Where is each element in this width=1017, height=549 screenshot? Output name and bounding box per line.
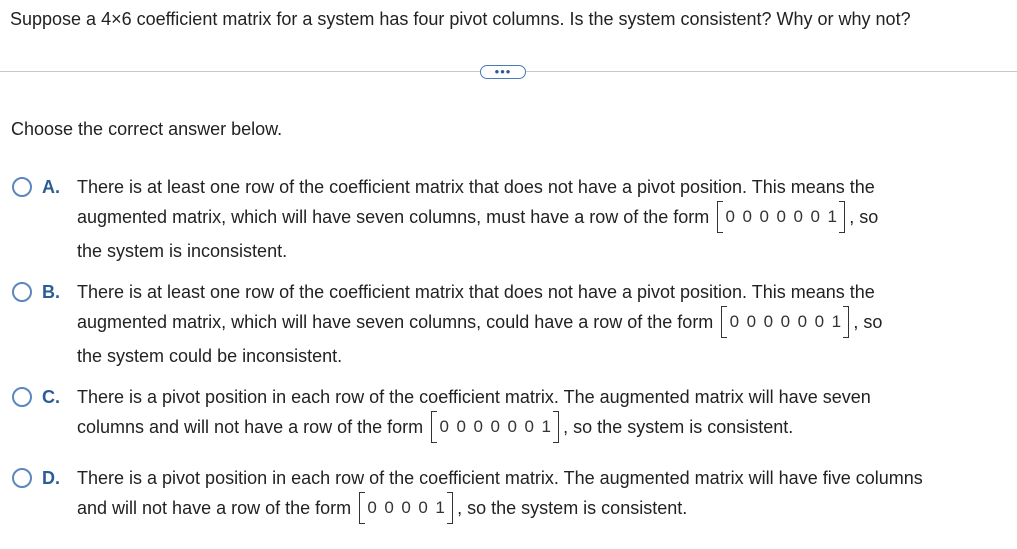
option-line-text: augmented matrix, which will have seven columns, must have a row of the form: [77, 207, 710, 227]
row-matrix: [721, 306, 849, 338]
answer-prompt: Choose the correct answer below.: [11, 119, 283, 139]
matrix-entry: 0: [418, 498, 428, 517]
option-line-text: and will not have a row of the form: [77, 498, 352, 518]
left-bracket: [721, 306, 727, 338]
option-letter: A.: [42, 177, 60, 197]
matrix-entry: 0: [746, 312, 757, 331]
matrix-entry: 0: [759, 207, 770, 226]
radio-b[interactable]: [12, 282, 32, 302]
matrix-entry: 0: [763, 312, 774, 331]
option-line: There is at least one row of the coefficient matrix that does not have a pivot position. This means the: [77, 177, 875, 197]
radio-a[interactable]: [12, 177, 32, 197]
matrix-entry: 0: [490, 417, 500, 436]
question-text: Suppose a 4×6 coefficient matrix for a system has four pivot columns. Is the system consistent? Why or why not?: [10, 9, 911, 29]
matrix-entry: 0: [507, 417, 517, 436]
option-line: There is a pivot position in each row of the coefficient matrix. The augmented matrix will have five columns: [77, 468, 923, 488]
option-line-text: columns and will not have a row of the form: [77, 417, 424, 437]
matrix-entry: 0: [742, 207, 753, 226]
matrix-entry: 0: [524, 417, 534, 436]
left-bracket: [431, 411, 437, 443]
option-line-text: , so the system is consistent.: [563, 417, 794, 437]
show-more-button[interactable]: •••: [480, 65, 526, 79]
matrix-entry: 1: [435, 498, 445, 517]
matrix-entry: 0: [473, 417, 483, 436]
matrix-entry: 0: [810, 207, 821, 226]
right-bracket: [447, 492, 453, 524]
matrix-entry: 1: [831, 312, 842, 331]
radio-d[interactable]: [12, 468, 32, 488]
option-letter: C.: [42, 387, 60, 407]
option-line-text: , so: [849, 207, 879, 227]
option-line: [77, 417, 1007, 447]
option-line: [77, 498, 1007, 528]
left-bracket: [359, 492, 365, 524]
matrix-entry: 0: [439, 417, 449, 436]
left-bracket: [717, 201, 723, 233]
option-line-text: augmented matrix, which will have seven columns, could have a row of the form: [77, 312, 714, 332]
option-text: [77, 468, 1007, 528]
right-bracket: [839, 201, 845, 233]
matrix-entry: 0: [776, 207, 787, 226]
row-matrix: [717, 201, 845, 233]
option-line-text: , so the system is consistent.: [457, 498, 688, 518]
matrix-entry: 1: [827, 207, 838, 226]
matrix-entry: 0: [780, 312, 791, 331]
matrix-entry: 0: [384, 498, 394, 517]
matrix-entry: 0: [456, 417, 466, 436]
matrix-entry: 0: [797, 312, 808, 331]
matrix-entry: 0: [367, 498, 377, 517]
option-letter: B.: [42, 282, 60, 302]
option-text: [77, 282, 1007, 376]
matrix-entry: 0: [401, 498, 411, 517]
option-text: [77, 387, 1007, 447]
option-line: [77, 312, 1007, 342]
matrix-entry: 0: [793, 207, 804, 226]
matrix-entry: 0: [729, 312, 740, 331]
matrix-entry: 1: [541, 417, 551, 436]
option-line: There is at least one row of the coefficient matrix that does not have a pivot position. This means the: [77, 282, 875, 302]
option-letter: D.: [42, 468, 60, 488]
option-line: There is a pivot position in each row of the coefficient matrix. The augmented matrix will have seven: [77, 387, 871, 407]
matrix-entry: 0: [814, 312, 825, 331]
right-bracket: [843, 306, 849, 338]
row-matrix: [359, 492, 453, 524]
radio-c[interactable]: [12, 387, 32, 407]
right-bracket: [553, 411, 559, 443]
row-matrix: [431, 411, 559, 443]
option-line: [77, 207, 1007, 237]
option-line-text: , so: [853, 312, 883, 332]
option-line: the system is inconsistent.: [77, 241, 288, 261]
matrix-entry: 0: [725, 207, 736, 226]
option-line: the system could be inconsistent.: [77, 346, 343, 366]
option-text: [77, 177, 1007, 271]
